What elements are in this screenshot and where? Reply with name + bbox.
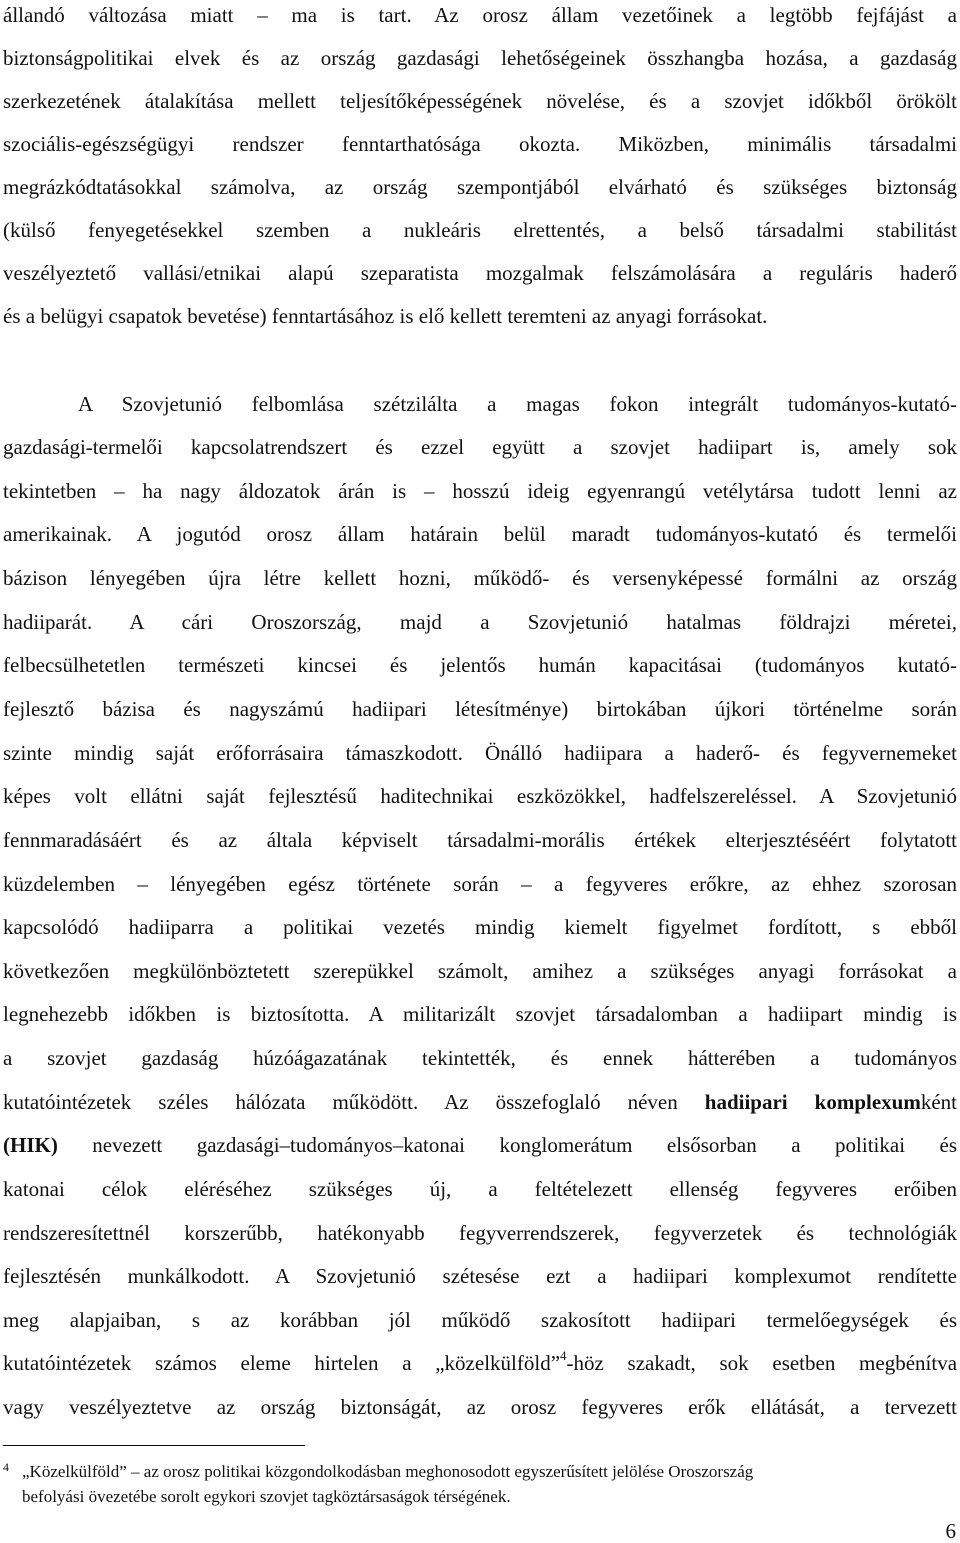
text-line xyxy=(3,1087,957,1117)
text-run: kutatóintézetek számos eleme hirtelen a „közelkülföld” xyxy=(3,1351,561,1375)
text-line: A Szovjetunió felbomlása szétzilálta a magas fokon integrált tudományos-kutató- xyxy=(78,392,957,416)
text-line: fejlesztő bázisa és nagyszámú hadiipari létesítménye) birtokában újkori történelme során xyxy=(3,697,957,721)
footnote-separator xyxy=(3,1445,305,1446)
text-run: -höz szakadt, sok esetben megbénítva xyxy=(566,1351,958,1375)
text-line: katonai célok eléréséhez szükséges új, a feltételezett ellenség fegyveres erőiben xyxy=(3,1177,957,1201)
text-line: bázison lényegében újra létre kellett hozni, működő- és versenyképessé formálni az ország xyxy=(3,566,957,590)
text-line: szociális-egészségügyi rendszer fenntarthatósága okozta. Miközben, minimális társadalmi xyxy=(3,132,957,156)
text-line xyxy=(3,1130,957,1160)
text-run: kutatóintézetek széles hálózata működött. Az összefoglaló néven xyxy=(3,1090,705,1114)
text-line: felbecsülhetetlen természeti kincsei és jelentős humán kapacitásai (tudományos kutató- xyxy=(3,653,957,677)
text-line: szinte mindig saját erőforrásaira támaszkodott. Önálló hadiipara a haderő- és fegyvernemeket xyxy=(3,741,957,765)
footnote-text: „Közelkülföld” – az orosz politikai közgondolkodásban meghonosodott egyszerűsített jelölése Oroszország xyxy=(22,1462,754,1481)
text-line: tekintetben – ha nagy áldozatok árán is – hosszú ideig egyenrangú vetélytársa tudott lenni az xyxy=(3,479,957,503)
text-line: állandó változása miatt – ma is tart. Az orosz állam vezetőinek a legtöbb fejfájást a xyxy=(3,3,957,27)
text-line: (külső fenyegetésekkel szemben a nukleáris elrettentés, a belső társadalmi stabilitást xyxy=(3,218,957,242)
text-line: veszélyeztető vallási/etnikai alapú szeparatista mozgalmak felszámolására a reguláris haderő xyxy=(3,261,957,285)
text-run: nevezett gazdasági–tudományos–katonai konglomerátum elsősorban a politikai és xyxy=(57,1133,957,1157)
text-line: legnehezebb időkben is biztosította. A militarizált szovjet társadalomban a hadiipart mindig is xyxy=(3,1002,957,1026)
text-line: rendszeresítettnél korszerűbb, hatékonyabb fegyverrendszerek, fegyverzetek és technológiák xyxy=(3,1221,957,1245)
text-line: szerkezetének átalakítása mellett teljesítőképességének növelése, és a szovjet időkből örökölt xyxy=(3,89,957,113)
text-line: fejlesztésén munkálkodott. A Szovjetunió szétesése ezt a hadiipari komplexumot rendítette xyxy=(3,1264,957,1288)
bold-term-hik: (HIK) xyxy=(3,1133,58,1157)
text-line: biztonságpolitikai elvek és az ország gazdasági lehetőségeinek összhangba hozása, a gazdaság xyxy=(3,46,957,70)
text-line: küzdelemben – lényegében egész története során – a fegyveres erőkre, az ehhez szorosan xyxy=(3,872,957,896)
bold-term-hadiipari-komplexum: hadiipari komplexum xyxy=(704,1090,921,1114)
text-line xyxy=(3,1348,957,1378)
footnote-mark: 4 xyxy=(3,1460,9,1474)
page-number: 6 xyxy=(945,1519,956,1543)
text-line: és a belügyi csapatok bevetése) fenntartásához is elő kellett teremteni az anyagi forrásokat. xyxy=(3,304,768,328)
text-line: megrázkódtatásokkal számolva, az ország szempontjából elvárható és szükséges biztonság xyxy=(3,175,957,199)
text-line: kapcsolódó hadiiparra a politikai vezetés mindig kiemelt figyelmet fordított, s ebből xyxy=(3,915,957,939)
text-line: amerikainak. A jogutód orosz állam határain belül maradt tudományos-kutató és termelői xyxy=(3,522,957,546)
text-line: a szovjet gazdaság húzóágazatának tekintették, és ennek hátterében a tudományos xyxy=(3,1046,957,1070)
text-line: meg alapjaiban, s az korábban jól működő szakosított hadiipari termelőegységek és xyxy=(3,1308,957,1332)
text-line: vagy veszélyeztetve az ország biztonságát, az orosz fegyveres erők ellátását, a tervezett xyxy=(3,1395,957,1419)
text-line: következően megkülönböztetett szerepükkel számolt, amihez a szükséges anyagi forrásokat a xyxy=(3,959,957,983)
text-run: ként xyxy=(920,1090,958,1114)
text-line: képes volt ellátni saját fejlesztésű haditechnikai eszközökkel, hadfelszereléssel. A Szovjetunió xyxy=(3,784,957,808)
text-line: gazdasági-termelői kapcsolatrendszert és ezzel együtt a szovjet hadiipart is, amely sok xyxy=(3,435,957,459)
footnote-text: befolyási övezetébe sorolt egykori szovjet tagköztársaságok térségének. xyxy=(22,1487,511,1506)
text-line: hadiiparát. A cári Oroszország, majd a Szovjetunió hatalmas földrajzi méretei, xyxy=(3,610,957,634)
footnote-reference[interactable]: 4 xyxy=(560,1348,567,1363)
text-line: fennmaradásáért és az általa képviselt társadalmi-morális értékek elterjesztéséért folytatott xyxy=(3,828,957,852)
